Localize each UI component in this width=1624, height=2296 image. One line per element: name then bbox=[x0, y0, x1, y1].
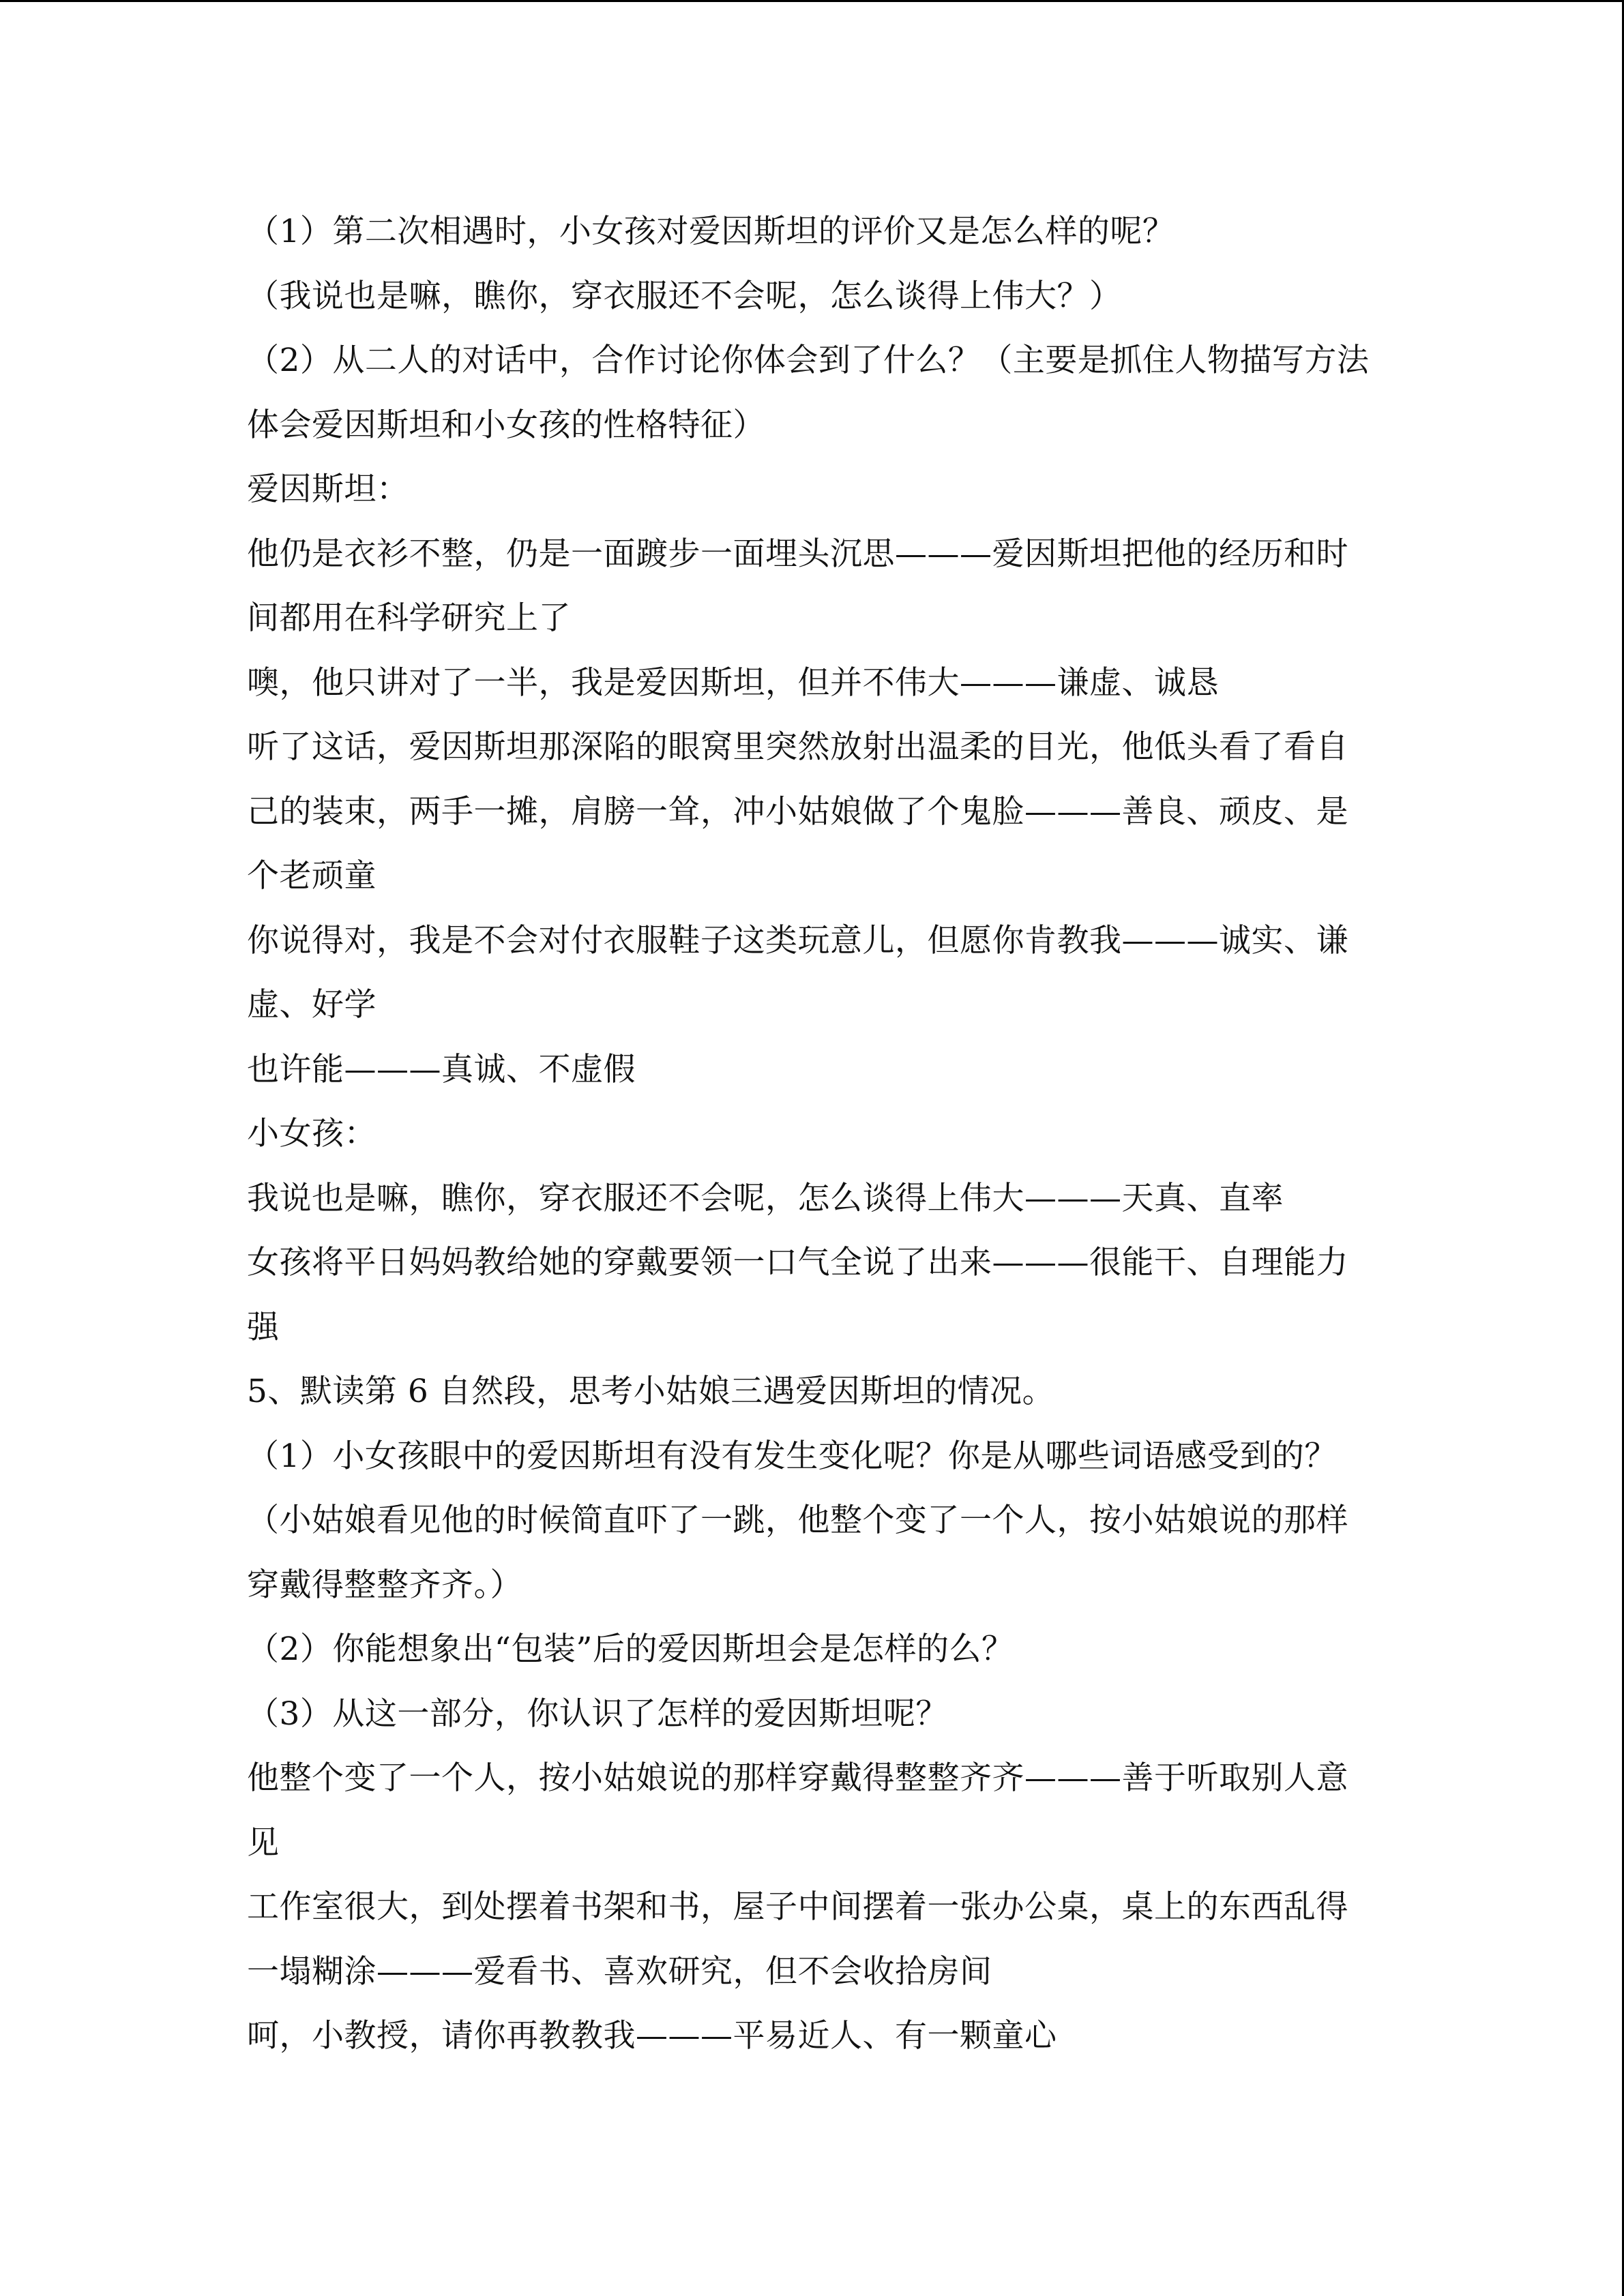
text-line: （我说也是嘛，瞧你，穿衣服还不会呢，怎么谈得上伟大？） bbox=[247, 277, 1122, 315]
text-line: （1）小女孩眼中的爱因斯坦有没有发生变化呢？你是从哪些词语感受到的？ bbox=[247, 1437, 1337, 1475]
text-line: 听了这话，爱因斯坦那深陷的眼窝里突然放射出温柔的目光，他低头看了看自 bbox=[247, 728, 1348, 766]
text-line: 他仍是衣衫不整，仍是一面踱步一面埋头沉思———爱因斯坦把他的经历和时 bbox=[247, 535, 1348, 573]
text-line: 一塌糊涂———爱看书、喜欢研究，但不会收拾房间 bbox=[247, 1952, 992, 1991]
text-line: 也许能———真诚、不虚假 bbox=[247, 1050, 636, 1088]
text-line: 呵，小教授，请你再教教我———平易近人、有一颗童心 bbox=[247, 2017, 1057, 2055]
text-line: 工作室很大，到处摆着书架和书，屋子中间摆着一张办公桌，桌上的东西乱得 bbox=[247, 1888, 1348, 1926]
text-line: 噢，他只讲对了一半，我是爱因斯坦，但并不伟大———谦虚、诚恳 bbox=[247, 664, 1219, 702]
text-line: 体会爱因斯坦和小女孩的性格特征） bbox=[247, 406, 765, 444]
text-line: （3）从这一部分，你认识了怎样的爱因斯坦呢？ bbox=[247, 1695, 948, 1733]
text-line: 5、默读第 6 自然段，思考小姑娘三遇爱因斯坦的情况。 bbox=[247, 1373, 1055, 1410]
text-line: 你说得对，我是不会对付衣服鞋子这类玩意儿，但愿你肯教我———诚实、谦 bbox=[247, 921, 1348, 959]
text-line: （1）第二次相遇时，小女孩对爱因斯坦的评价又是怎么样的呢？ bbox=[247, 213, 1175, 250]
text-line: 他整个变了一个人，按小姑娘说的那样穿戴得整整齐齐———善于听取别人意 bbox=[247, 1759, 1348, 1797]
section-heading: 爱因斯坦： bbox=[247, 471, 409, 508]
section-heading: 小女孩： bbox=[247, 1115, 377, 1152]
text-line: 间都用在科学研究上了 bbox=[247, 599, 571, 637]
text-line: 己的装束，两手一摊，肩膀一耸，冲小姑娘做了个鬼脸———善良、顽皮、是 bbox=[247, 792, 1348, 831]
text-line: 强 bbox=[247, 1308, 280, 1346]
document-body bbox=[247, 200, 1372, 2069]
text-line: 穿戴得整整齐齐。） bbox=[247, 1566, 522, 1604]
text-line: 我说也是嘛，瞧你，穿衣服还不会呢，怎么谈得上伟大———天真、直率 bbox=[247, 1179, 1284, 1217]
text-line: 女孩将平日妈妈教给她的穿戴要领一口气全说了出来———很能干、自理能力 bbox=[247, 1244, 1348, 1281]
text-line: （2）你能想象出“包装”后的爱因斯坦会是怎样的么？ bbox=[247, 1630, 1014, 1668]
text-line: 见 bbox=[247, 1823, 280, 1862]
text-line: （小姑娘看见他的时候简直吓了一跳，他整个变了一个人，按小姑娘说的那样 bbox=[247, 1502, 1348, 1539]
text-line: （2）从二人的对话中，合作讨论你体会到了什么？（主要是抓住人物描写方法 bbox=[247, 342, 1370, 379]
text-line: 个老顽童 bbox=[247, 857, 377, 895]
text-line: 虚、好学 bbox=[247, 986, 377, 1024]
